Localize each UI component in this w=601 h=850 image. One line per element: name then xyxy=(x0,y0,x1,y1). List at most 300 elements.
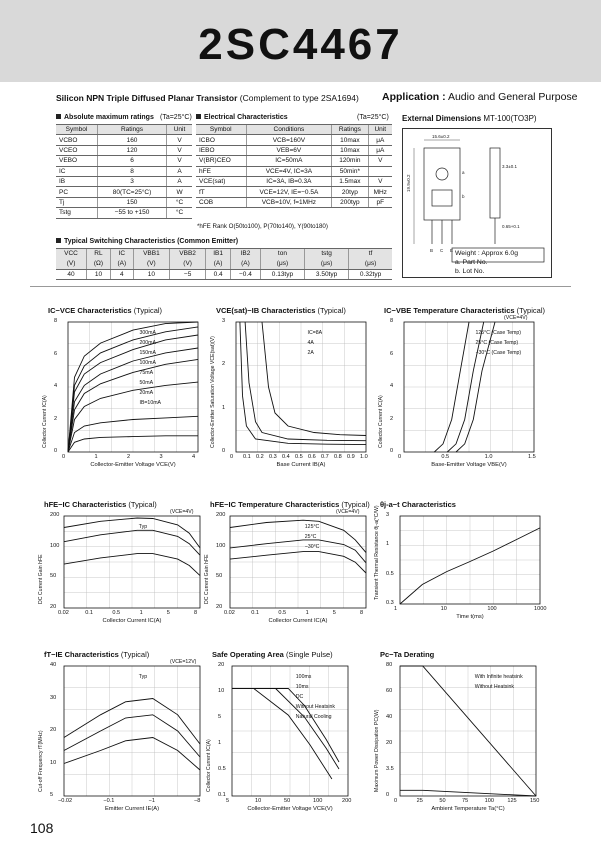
chart-subtitle: (Typical) xyxy=(317,306,346,315)
col-header: Unit xyxy=(167,125,192,135)
chart-title xyxy=(212,650,333,659)
x-tick-label: 5 xyxy=(166,610,170,616)
plot-frame xyxy=(64,666,200,796)
y-tick-label: 5 xyxy=(218,714,222,720)
y-tick-label: 20 xyxy=(216,604,223,610)
x-axis-label: Base Current IB(A) xyxy=(276,462,326,468)
curve-label: 75mA xyxy=(139,370,154,376)
series-line xyxy=(230,552,366,573)
x-tick-label: 0.5 xyxy=(112,610,121,616)
series-line xyxy=(400,790,536,796)
curve-label: With Infinite heatsink xyxy=(474,674,523,680)
table-cell: VCE=12V, IE=−0.5A xyxy=(246,187,332,197)
x-axis-label: Base-Emitter Voltage VBE(V) xyxy=(431,462,507,468)
x-tick-label: 1 xyxy=(94,454,98,460)
col-header: Ratings xyxy=(332,125,368,135)
x-tick-label: 5 xyxy=(332,610,336,616)
table-cell: ICBO xyxy=(196,135,246,145)
table-cell: 0.13typ xyxy=(260,269,304,279)
chart-subtitle: (Single Pulse) xyxy=(285,650,333,659)
x-tick-label: 0.7 xyxy=(321,454,329,460)
table-row xyxy=(196,166,392,176)
series-line xyxy=(232,689,339,770)
y-tick-label: 5 xyxy=(50,792,54,798)
chart-subtitle: (Typical) xyxy=(516,306,545,315)
y-tick-label: 60 xyxy=(386,688,393,694)
section-divider xyxy=(30,286,571,287)
y-tick-label: 20 xyxy=(50,727,57,733)
y-axis-label: Collector Current IC(A) xyxy=(206,739,212,792)
package-notes xyxy=(455,249,518,276)
table-cell: 10max xyxy=(332,135,368,145)
table-cell: V xyxy=(368,156,392,166)
x-tick-label: 0 xyxy=(62,454,66,460)
table-cell: °C xyxy=(167,197,192,207)
table-cell: 50min* xyxy=(332,166,368,176)
chart-subtitle: (Typical) xyxy=(128,500,157,509)
series-line xyxy=(262,322,366,436)
svg-text:19.9±0.2: 19.9±0.2 xyxy=(406,174,411,192)
chart-title-text: Safe Operating Area xyxy=(212,650,284,659)
chart-title xyxy=(380,650,434,659)
plot-frame xyxy=(400,516,540,604)
y-axis-label: DC Current Gain hFE xyxy=(204,554,210,604)
y-tick-label: 3 xyxy=(222,318,226,324)
y-tick-label: 20 xyxy=(50,604,57,610)
x-tick-label: 0.5 xyxy=(441,454,450,460)
chart-title xyxy=(384,306,545,315)
x-tick-label: 25 xyxy=(416,798,423,804)
x-tick-label: 0.5 xyxy=(278,610,287,616)
switching-title: Typical Switching Characteristics (Common Emitter) xyxy=(56,238,238,245)
x-tick-label: 0.3 xyxy=(269,454,277,460)
svg-text:3.3±0.1: 3.3±0.1 xyxy=(502,164,517,169)
chart-title-text: IC−VBE Temperature Characteristics xyxy=(384,306,515,315)
col-header: VBB2 xyxy=(170,249,206,259)
table-cell: −0.4 xyxy=(230,269,260,279)
x-axis-label: Emitter Current IE(A) xyxy=(104,806,160,812)
table-cell: PC xyxy=(56,187,98,197)
x-tick-label: 100 xyxy=(313,798,323,804)
x-tick-label: 10 xyxy=(440,606,447,612)
y-axis-label: Cut-off Frequency fT(MHz) xyxy=(38,730,44,792)
col-header: tf xyxy=(349,249,392,259)
table-cell: 10max xyxy=(332,145,368,155)
x-tick-label: −0.02 xyxy=(58,798,73,804)
chart-condition: (VCE=4V) xyxy=(170,509,194,515)
table-cell: 40 xyxy=(56,269,87,279)
x-tick-label: 200 xyxy=(342,798,352,804)
y-tick-label: 2 xyxy=(54,415,58,422)
y-tick-label: 4 xyxy=(54,383,58,389)
note-lot-no: b. Lot No. xyxy=(455,268,485,275)
col-header: VBB1 xyxy=(133,249,169,259)
series-line xyxy=(400,666,536,796)
series-line xyxy=(230,520,366,552)
plot-frame xyxy=(232,666,348,796)
abs-max-title: Absolute maximum ratings xyxy=(56,114,154,121)
x-tick-label: 1000 xyxy=(534,606,547,612)
table-cell: fT xyxy=(196,187,246,197)
x-tick-label: 75 xyxy=(462,798,469,804)
table-row xyxy=(56,135,192,145)
series-line xyxy=(232,689,339,763)
x-axis-label: Time t(ms) xyxy=(456,614,484,620)
y-tick-label: 3.5 xyxy=(386,766,394,772)
series-line xyxy=(232,689,332,780)
y-axis-label: Transient Thermal Resistance θj-a(°C/W) xyxy=(374,505,380,600)
y-tick-label: 0.1 xyxy=(218,792,226,798)
table-cell: A xyxy=(167,166,192,176)
curve-label: 100ms xyxy=(295,674,312,680)
table-row xyxy=(56,166,192,176)
col-header: IB1 xyxy=(206,249,231,259)
table-cell: IC=3A, IB=0.3A xyxy=(246,176,332,186)
curve-label: −30°C xyxy=(304,544,320,550)
table-cell: V xyxy=(368,176,392,186)
y-tick-label: 80 xyxy=(386,662,393,668)
table-cell: 10 xyxy=(133,269,169,279)
y-tick-label: 0.3 xyxy=(386,600,394,606)
table-row xyxy=(56,208,192,218)
table-row xyxy=(196,145,392,155)
curve-label: 50mA xyxy=(139,380,154,386)
table-cell: 4 xyxy=(110,269,133,279)
table-cell: V xyxy=(167,135,192,145)
curve-label: IB=10mA xyxy=(139,400,161,406)
x-tick-label: 150 xyxy=(530,798,540,804)
chart-condition: (VCE=12V) xyxy=(170,659,197,665)
curve-label: 2A xyxy=(307,350,314,356)
curve-label: 125°C xyxy=(304,524,320,530)
plot-frame xyxy=(230,516,366,608)
x-tick-label: 50 xyxy=(284,798,291,804)
x-tick-label: −0.1 xyxy=(103,798,115,804)
x-axis-label: Collector Current IC(A) xyxy=(268,618,328,624)
elec-cond: (Ta=25°C) xyxy=(357,114,389,121)
x-tick-label: 0.02 xyxy=(224,610,235,616)
y-tick-label: 30 xyxy=(50,694,57,701)
x-tick-label: 1.0 xyxy=(484,454,493,460)
y-axis-label: DC Current Gain hFE xyxy=(38,554,44,604)
table-cell: IC=50mA xyxy=(246,156,332,166)
table-cell: 0.32typ xyxy=(349,269,392,279)
chart-title xyxy=(380,500,456,509)
part-number-title: 2SC4467 xyxy=(198,20,403,69)
table-cell: 8 xyxy=(98,166,167,176)
table-cell: μA xyxy=(368,135,392,145)
x-tick-label: 50 xyxy=(439,798,446,804)
table-row xyxy=(196,156,392,166)
x-tick-label: 100 xyxy=(487,606,497,612)
curve-label: Natural Cooling xyxy=(295,714,332,720)
x-tick-label: 8 xyxy=(360,610,364,616)
series-line xyxy=(68,348,198,452)
chart-title xyxy=(44,650,149,659)
y-tick-label: 3 xyxy=(386,512,390,518)
curve-label: 150mA xyxy=(139,350,156,356)
table-cell: VCE(sat) xyxy=(196,176,246,186)
col-header: VCC xyxy=(56,249,87,259)
table-cell: MHz xyxy=(368,187,392,197)
y-tick-label: 4 xyxy=(390,383,394,389)
table-cell: Tj xyxy=(56,197,98,207)
table-cell xyxy=(368,166,392,176)
y-tick-label: 10 xyxy=(50,759,57,766)
series-line xyxy=(64,554,200,576)
col-header: Symbol xyxy=(196,125,246,135)
chart-subtitle: (Typical) xyxy=(341,500,370,509)
x-tick-label: 1.0 xyxy=(360,454,368,460)
y-tick-label: 6 xyxy=(54,350,58,357)
curve-label: 300mA xyxy=(139,330,156,336)
table-cell: VCBO xyxy=(56,135,98,145)
x-tick-label: 0.6 xyxy=(308,454,316,460)
table-cell: hFE xyxy=(196,166,246,176)
table-row xyxy=(56,176,192,186)
series-line xyxy=(230,540,366,563)
y-tick-label: 8 xyxy=(390,318,394,324)
series-line xyxy=(64,715,200,757)
y-tick-label: 2 xyxy=(390,415,394,422)
table-cell: V(BR)CEO xyxy=(196,156,246,166)
series-line xyxy=(68,382,198,452)
series-line xyxy=(68,359,198,452)
col-unit: (V) xyxy=(56,259,87,269)
svg-text:b: b xyxy=(462,194,465,199)
y-axis-label: Collector Current IC(A) xyxy=(42,395,48,448)
y-tick-label: 0.5 xyxy=(218,766,226,772)
y-tick-label: 40 xyxy=(386,714,393,720)
x-tick-label: −1 xyxy=(148,798,156,804)
col-header: IC xyxy=(110,249,133,259)
chart-title xyxy=(216,306,346,315)
table-row xyxy=(56,156,192,166)
series-line xyxy=(64,530,200,555)
table-cell: 120min xyxy=(332,156,368,166)
curve-label: 20mA xyxy=(139,390,154,396)
x-tick-label: 0 xyxy=(394,798,398,804)
y-tick-label: 0 xyxy=(222,448,226,454)
col-unit: (A) xyxy=(230,259,260,269)
x-tick-label: −8 xyxy=(194,798,201,804)
svg-text:E: E xyxy=(450,248,454,253)
svg-text:C: C xyxy=(440,248,444,253)
hfe-rank-note: *hFE Rank O(50to100), P(70to140), Y(90to180) xyxy=(197,223,328,230)
series-line xyxy=(68,436,198,452)
curve-label: 200mA xyxy=(139,340,156,346)
abs-max-table xyxy=(56,124,192,219)
chart-title-text: θj-a−t Characteristics xyxy=(380,500,456,509)
x-axis-label: Collector-Emitter Voltage VCE(V) xyxy=(247,806,333,812)
table-cell: 200typ xyxy=(332,197,368,207)
plot-frame xyxy=(64,516,200,608)
x-tick-label: 0.1 xyxy=(85,610,93,616)
weight-note: Weight : Approx 6.0g xyxy=(455,250,518,257)
elec-table xyxy=(196,124,392,208)
y-axis-label: Collector Current IC(A) xyxy=(378,395,384,448)
table-cell: −55 to +150 xyxy=(98,208,167,218)
curve-label: 10ms xyxy=(295,684,309,690)
table-cell: μA xyxy=(368,145,392,155)
curve-label: 25°C (Case Temp) xyxy=(475,340,519,346)
x-tick-label: 0.5 xyxy=(295,454,303,460)
table-row xyxy=(196,135,392,145)
curve-label: Typ xyxy=(138,674,148,680)
y-tick-label: 6 xyxy=(390,350,394,357)
col-header: IB2 xyxy=(230,249,260,259)
chart-title-text: hFE−IC Characteristics xyxy=(44,500,127,509)
curve-label: DC xyxy=(295,694,304,700)
col-header: RL xyxy=(87,249,111,259)
col-unit: (A) xyxy=(206,259,231,269)
y-tick-label: 20 xyxy=(386,740,393,746)
series-line xyxy=(434,322,469,452)
chart-subtitle: (Typical) xyxy=(120,650,150,659)
x-tick-label: 1.5 xyxy=(528,454,536,460)
curve-label: 100mA xyxy=(139,360,156,366)
y-tick-label: 1 xyxy=(222,404,226,411)
table-cell: IB xyxy=(56,176,98,186)
y-tick-label: 8 xyxy=(54,318,58,324)
x-tick-label: 0 xyxy=(398,454,402,460)
curve-label: 125°C (Case Temp) xyxy=(475,330,522,336)
chart-title xyxy=(44,500,157,509)
x-tick-label: 0.1 xyxy=(243,454,251,460)
table-cell: VEB=6V xyxy=(246,145,332,155)
table-cell: VCB=10V, f=1MHz xyxy=(246,197,332,207)
series-line xyxy=(68,335,198,452)
col-header: Unit xyxy=(368,125,392,135)
svg-text:0.65+0.1: 0.65+0.1 xyxy=(502,224,520,229)
x-tick-label: 0.4 xyxy=(282,454,290,460)
svg-text:15.6±0.2: 15.6±0.2 xyxy=(432,134,450,139)
table-cell: 120 xyxy=(98,145,167,155)
table-cell: pF xyxy=(368,197,392,207)
x-tick-label: 0.1 xyxy=(251,610,259,616)
x-tick-label: 0 xyxy=(230,454,234,460)
col-unit: (Ω) xyxy=(87,259,111,269)
x-tick-label: 0.02 xyxy=(58,610,69,616)
x-tick-label: 125 xyxy=(507,798,517,804)
chart-title-text: VCE(sat)−IB Characteristics xyxy=(216,306,316,315)
chart-title-text: fT−IE Characteristics xyxy=(44,650,119,659)
chart-title xyxy=(210,500,370,509)
table-cell: −5 xyxy=(170,269,206,279)
chart-condition: (VCE=4V) xyxy=(336,509,360,515)
plot-frame xyxy=(400,666,536,796)
curve-label: 4A xyxy=(307,340,314,346)
chart-title-text: Pc−Ta Derating xyxy=(380,650,435,659)
table-cell: W xyxy=(167,187,192,197)
table-cell: 6 xyxy=(98,156,167,166)
svg-text:B: B xyxy=(430,248,434,253)
application-line: Application : Audio and General Purpose xyxy=(382,91,578,103)
ext-dim-title: External Dimensions MT-100(TO3P) xyxy=(402,114,537,123)
table-cell: 150 xyxy=(98,197,167,207)
curve-label: Typ xyxy=(138,524,148,530)
x-tick-label: 1 xyxy=(394,606,398,612)
abs-max-cond: (Ta=25°C) xyxy=(160,114,192,121)
col-unit: (V) xyxy=(133,259,169,269)
y-tick-label: 50 xyxy=(50,573,57,580)
x-tick-label: 0.9 xyxy=(347,454,355,460)
y-tick-label: 2 xyxy=(222,361,226,368)
table-cell: Tstg xyxy=(56,208,98,218)
svg-text:a: a xyxy=(462,170,465,175)
switching-table xyxy=(56,248,392,280)
y-tick-label: 200 xyxy=(50,512,60,518)
table-cell: VCEO xyxy=(56,145,98,155)
y-axis-label: Maximum Power Dissipation PC(W) xyxy=(374,709,380,792)
x-tick-label: 8 xyxy=(194,610,198,616)
x-tick-label: 10 xyxy=(255,798,262,804)
x-tick-label: 100 xyxy=(484,798,494,804)
table-row xyxy=(56,145,192,155)
table-cell: IEBO xyxy=(196,145,246,155)
table-row xyxy=(56,197,192,207)
col-unit: (μs) xyxy=(305,259,349,269)
table-cell: 20typ xyxy=(332,187,368,197)
x-tick-label: 1 xyxy=(305,610,309,616)
table-cell: 1.5max xyxy=(332,176,368,186)
y-tick-label: 10 xyxy=(218,688,225,694)
table-cell: °C xyxy=(167,208,192,218)
x-axis-label: Collector Current IC(A) xyxy=(102,618,162,624)
col-unit: (A) xyxy=(110,259,133,269)
x-tick-label: 4 xyxy=(192,454,196,460)
col-unit: (μs) xyxy=(260,259,304,269)
table-row xyxy=(196,187,392,197)
y-tick-label: 20 xyxy=(218,662,225,668)
y-tick-label: 1 xyxy=(386,541,390,548)
x-tick-label: 0.8 xyxy=(334,454,342,460)
x-tick-label: 2 xyxy=(127,454,131,460)
plot-frame xyxy=(236,322,366,452)
table-cell: 160 xyxy=(98,135,167,145)
series-line xyxy=(68,322,198,452)
table-cell: A xyxy=(167,176,192,186)
y-tick-label: 0 xyxy=(54,448,58,454)
plot-frame xyxy=(68,322,198,452)
series-line xyxy=(245,322,366,441)
y-tick-label: 0 xyxy=(390,448,394,454)
table-cell: 0.4 xyxy=(206,269,231,279)
curve-label: −30°C (Case Temp) xyxy=(475,350,522,356)
curve-label: 25°C xyxy=(304,534,317,540)
col-unit: (μs) xyxy=(349,259,392,269)
series-line xyxy=(240,322,366,445)
table-cell: VCB=160V xyxy=(246,135,332,145)
note-part-no: a. Part No. xyxy=(455,259,488,266)
table-cell: V xyxy=(167,145,192,155)
y-tick-label: 1 xyxy=(218,740,222,746)
page-number: 108 xyxy=(30,820,54,836)
y-axis-label: Collector-Emitter Saturation Voltage VCE(sat)(V) xyxy=(210,336,216,448)
table-cell: 3.50typ xyxy=(305,269,349,279)
chart-title xyxy=(48,306,162,315)
series-line xyxy=(64,738,200,771)
col-header: Conditions xyxy=(246,125,332,135)
y-tick-label: 100 xyxy=(216,542,226,549)
x-tick-label: 5 xyxy=(226,798,230,804)
table-cell: 10 xyxy=(87,269,111,279)
curve-label: IC=8A xyxy=(307,330,323,336)
curve-label: Without Heatsink xyxy=(474,684,515,690)
table-cell: 3 xyxy=(98,176,167,186)
table-row xyxy=(196,197,392,207)
table-cell: IC xyxy=(56,166,98,176)
